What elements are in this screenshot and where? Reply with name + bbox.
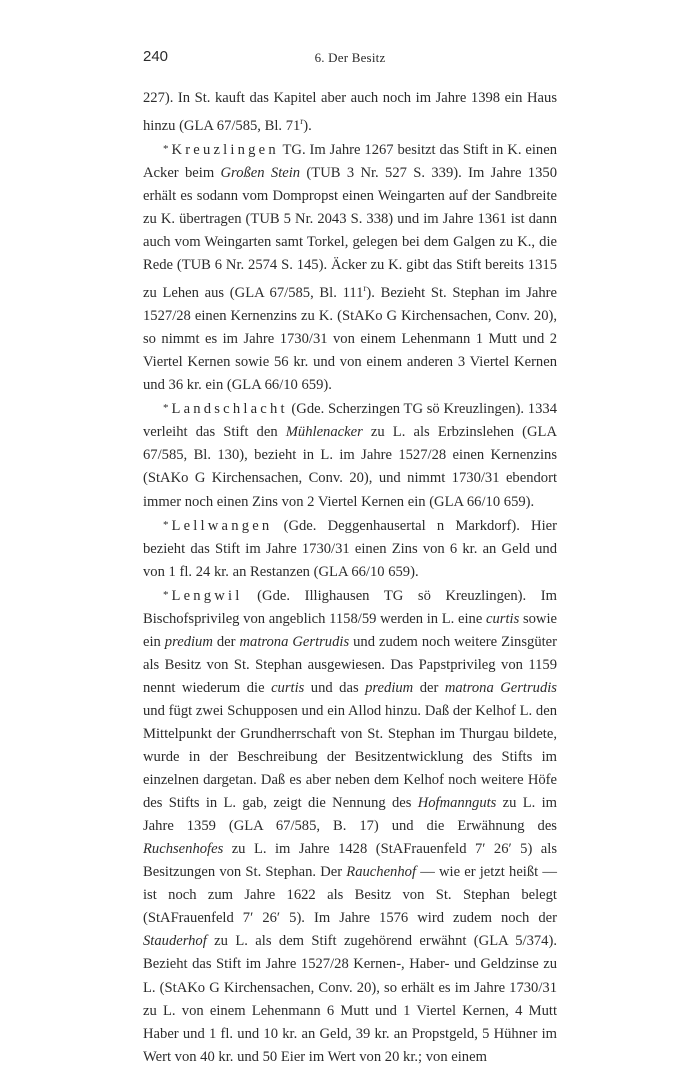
- italic-term: matrona Gertrudis: [239, 633, 350, 650]
- page-header: [143, 48, 557, 68]
- place-name: Kreuzlingen: [171, 141, 279, 158]
- entry-landschlacht: [143, 397, 557, 513]
- entry-lengwil: [143, 584, 557, 1069]
- page-number: 240: [143, 48, 169, 65]
- italic-term: curtis: [271, 679, 305, 696]
- text-run: TG. Im Jahre 1267 besitzt das Stift in K. einen Acker beim: [143, 141, 557, 181]
- text-run: der: [413, 679, 445, 696]
- text-run: ).: [303, 117, 312, 134]
- text-run: zu L. als dem Stift zugehörend erwähnt (GLA 5/374). Bezieht das Stift im Jahre 1527/28 Kernen-, Haber- und Geldzinse zu L. (StAKo G Kirchensachen, Conv. 20), so erhält es im Jahre 1730/31 zu L. von einem Lehenmann 6 Mutt und 1 Viertel Kernen, 4 Mutt Haber und 1 fl. und 10 kr. an Geld, 39 kr. an Propstgeld, 5 Hühner im Wert von 40 kr. und 50 Eier im Wert von 20 kr.; von einem: [143, 933, 557, 1065]
- text-run: 227). In St. kauft das Kapitel aber auch noch im Jahre 1398 ein Haus hinzu (GLA 67/585, Bl. 71: [143, 90, 557, 134]
- italic-term: Stauderhof: [143, 933, 207, 950]
- running-head: 6. Der Besitz: [314, 50, 386, 65]
- folio-superscript: r: [300, 116, 304, 127]
- text-run: — wie er jetzt heißt — ist noch zum Jahre 1622 als Besitz von St. Stephan belegt (StAFrauenfeld 7′ 26′ 5). Im Jahre 1576 wird zudem noch der: [143, 864, 557, 927]
- text-run: und zudem noch weitere Zinsgüter als Besitz von St. Stephan ausgewiesen. Das Papstprivileg von 1159 nennt wiederum die: [143, 633, 558, 696]
- entry-marker-asterisk: *: [163, 142, 169, 155]
- italic-term: Großen Stein: [220, 165, 301, 181]
- entry-marker-asterisk: *: [163, 518, 169, 531]
- text-run: und fügt zwei Schupposen und ein Allod hinzu. Daß der Kelhof L. den Mittelpunkt der Grundherrschaft von St. Stephan im Thurgau bildete, wurde in der Beschreibung der Besitzentwicklung des Stifts im einzelnen dargetan. Daß es aber neben dem Kelhof noch weitere Höfe des Stifts in L. gab, zeigt die Nennung des: [143, 702, 557, 812]
- place-name: Lengwil: [171, 587, 243, 604]
- italic-term: Mühlenacker: [285, 424, 363, 441]
- text-run: (TUB 3 Nr. 527 S. 339). Im Jahre 1350 erhält es sodann vom Dompropst einen Weingarten auf der Sandbreite zu K. übertragen (TUB 5 Nr. 2043 S. 338) und im Jahre 1361 ist dann auch vom Weingarten samt Torkel, gelegen bei dem Galgen zu K., die Rede (TUB 6 Nr. 2574 S. 145). Äcker zu K. gibt das Stift bereits 1315 zu Lehen aus (GLA 67/585, Bl. 111: [143, 165, 557, 302]
- italic-term: Rauchenhof: [346, 864, 417, 881]
- entry-kreuzlingen: [143, 138, 557, 397]
- folio-superscript: r: [363, 283, 367, 294]
- italic-term: predium: [164, 633, 213, 650]
- body-text: [143, 87, 557, 1069]
- text-run: zu L. als Erbzinslehen (GLA 67/585, Bl. 130), bezieht in L. im Jahre 1527/28 einen Kernenzins (StAKo G Kirchensachen, Conv. 20), und nimmt 1730/31 ebendort immer noch einen Zins von 2 Viertel Kernen ein (GLA 66/10 659).: [143, 424, 557, 510]
- italic-term: matrona Gertrudis: [444, 679, 557, 696]
- text-run: zu L. im Jahre 1428 (StAFrauenfeld 7′ 26′ 5) als Besitzungen von St. Stephan. Der: [143, 841, 557, 881]
- entry-marker-asterisk: *: [163, 588, 169, 601]
- text-run: (Gde. Scherzingen TG sö Kreuzlingen). 1334 verleiht das Stift den: [143, 401, 557, 441]
- text-run: zu L. im Jahre 1359 (GLA 67/585, B. 17) und die Erwähnung des: [143, 795, 557, 835]
- text-run: ). Bezieht St. Stephan im Jahre 1527/28 einen Kernenzins zu K. (StAKo G Kirchensachen, Conv. 20), so nimmt es im Jahre 1730/31 von einem Lehenmann 1 Mutt und 2 Viertel Kernen sowie 56 kr. und von einem anderen 3 Viertel Kernen und 36 kr. ein (GLA 66/10 659).: [143, 285, 558, 394]
- text-run: der: [212, 633, 240, 650]
- italic-term: Ruchsenhofes: [143, 841, 224, 858]
- text-run: und das: [304, 679, 366, 696]
- text-run: (Gde. Deggenhausertal n Markdorf). Hier bezieht das Stift im Jahre 1730/31 einen Zins von 6 kr. an Geld und von 1 fl. 24 kr. an Restanzen (GLA 66/10 659).: [143, 517, 557, 580]
- entry-lellwangen: [143, 514, 557, 584]
- place-name: Lellwangen: [171, 517, 273, 534]
- italic-term: predium: [365, 679, 414, 696]
- italic-term: curtis: [486, 610, 520, 627]
- text-run: sowie ein: [143, 610, 557, 650]
- place-name: Landschlacht: [171, 401, 288, 418]
- italic-term: Hofmannguts: [417, 795, 497, 812]
- text-run: (Gde. Illighausen TG sö Kreuzlingen). Im Bischofsprivileg von angeblich 1158/59 werden in L. eine: [143, 587, 557, 627]
- paragraph-continued: [143, 87, 557, 138]
- entry-marker-asterisk: *: [163, 402, 169, 415]
